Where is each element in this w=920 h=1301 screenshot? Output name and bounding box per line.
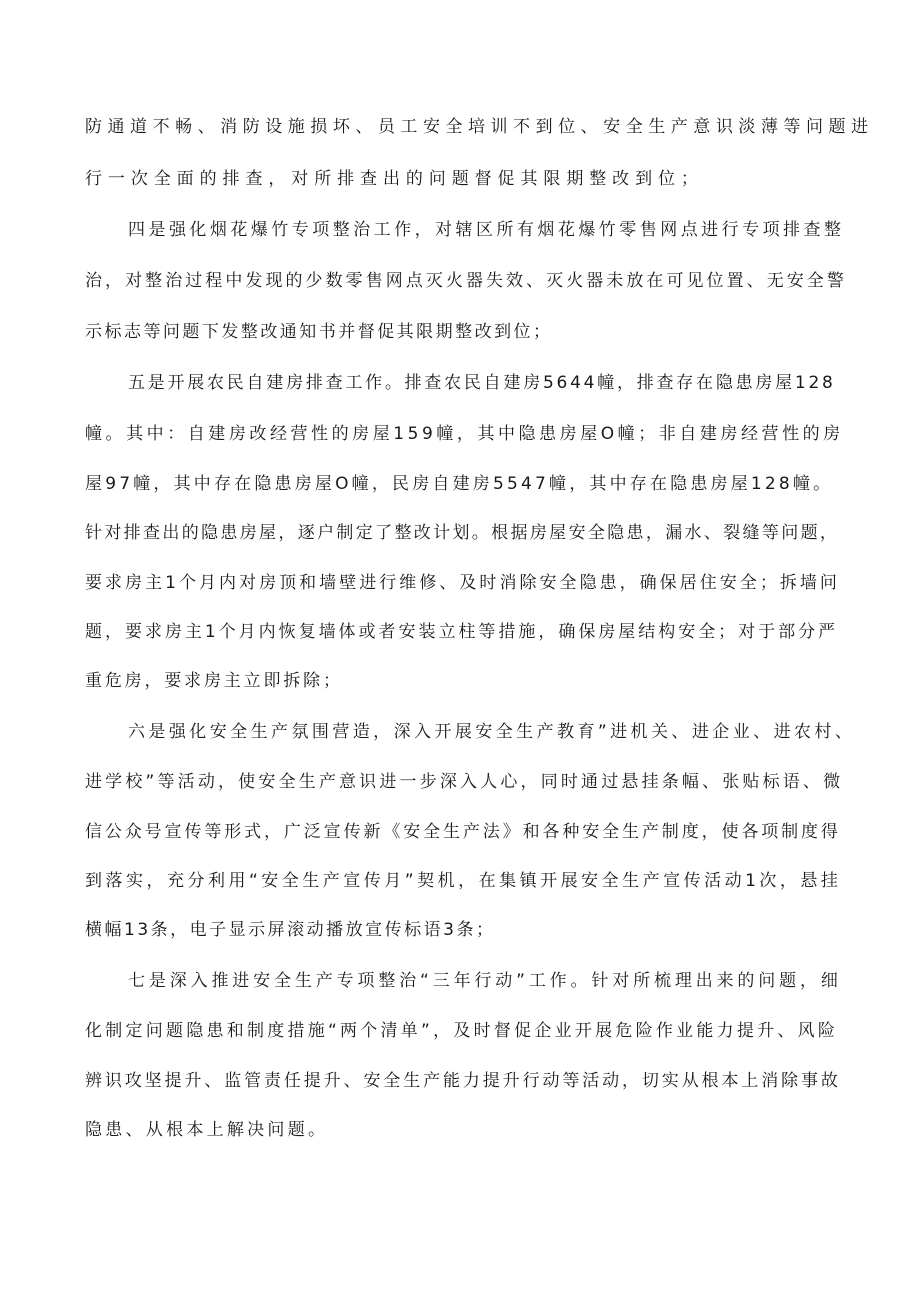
line-text: 进学校”等活动，使安全生产意识进一步深入人心，同时通过悬挂条幅、张贴标语、微 xyxy=(85,772,844,792)
line-text: 示标志等问题下发整改通知书并督促其限期整改到位； xyxy=(85,322,553,342)
text-line xyxy=(0,266,920,296)
line-text: 信公众号宣传等形式，广泛宣传新《安全生产法》和各种安全生产制度，使各项制度得 xyxy=(85,822,841,842)
text-line xyxy=(0,1066,920,1096)
text-line xyxy=(0,469,920,499)
line-text: 六是强化安全生产氛围营造，深入开展安全生产教育”进机关、进企业、进农村、 xyxy=(128,722,856,742)
line-text: 要求房主1个月内对房顶和墙壁进行维修、及时消除安全隐患，确保居住安全；拆墙问 xyxy=(85,573,840,593)
text-line xyxy=(0,215,920,245)
line-text: 化制定问题隐患和制度措施“两个清单”，及时督促企业开展危险作业能力提升、风险 xyxy=(85,1021,839,1041)
text-line xyxy=(0,915,920,945)
text-line xyxy=(0,617,920,647)
line-text: 隐患、从根本上解决问题。 xyxy=(85,1120,329,1140)
text-line xyxy=(0,966,920,996)
line-text: 到落实，充分利用“安全生产宣传月”契机，在集镇开展安全生产宣传活动1次，悬挂 xyxy=(85,871,842,891)
text-line xyxy=(0,717,920,747)
text-line xyxy=(0,866,920,896)
line-text: 防通道不畅、消防设施损坏、员工安全培训不到位、安全生产意识淡薄等问题进 xyxy=(85,117,874,137)
line-text: 治，对整治过程中发现的少数零售网点灭火器失效、灭火器未放在可见位置、无安全警 xyxy=(85,271,847,291)
line-text: 幢。其中：自建房改经营性的房屋159幢，其中隐患房屋O幢；非自建房经营性的房 xyxy=(85,424,844,444)
text-line xyxy=(0,666,920,696)
text-line xyxy=(0,1115,920,1145)
text-line xyxy=(0,112,920,142)
line-text: 屋97幢，其中存在隐患房屋O幢，民房自建房5547幢，其中存在隐患房屋128幢。 xyxy=(85,474,834,494)
line-text: 五是开展农民自建房排查工作。排查农民自建房5644幢，排查存在隐患房屋128 xyxy=(128,373,836,393)
text-line xyxy=(0,317,920,347)
text-line xyxy=(0,164,920,194)
line-text: 辨识攻坚提升、监管责任提升、安全生产能力提升行动等活动，切实从根本上消除事故 xyxy=(85,1071,841,1091)
line-text: 针对排查出的隐患房屋，逐户制定了整改计划。根据房屋安全隐患，漏水、裂缝等问题， xyxy=(85,523,840,543)
line-text: 行一次全面的排查，对所排查出的问题督促其限期整改到位； xyxy=(85,169,704,189)
line-text: 重危房，要求房主立即拆除； xyxy=(85,671,343,691)
line-text: 七是深入推进安全生产专项整治“三年行动”工作。针对所梳理出来的问题，细 xyxy=(128,971,842,991)
text-line xyxy=(0,1016,920,1046)
text-line xyxy=(0,518,920,548)
text-line xyxy=(0,817,920,847)
text-line xyxy=(0,767,920,797)
line-text: 横幅13条，电子显示屏滚动播放宣传标语3条； xyxy=(85,920,496,940)
line-text: 四是强化烟花爆竹专项整治工作，对辖区所有烟花爆竹零售网点进行专项排查整 xyxy=(128,220,845,240)
text-line xyxy=(0,419,920,449)
line-text: 题，要求房主1个月内恢复墙体或者安装立柱等措施，确保房屋结构安全；对于部分严 xyxy=(85,622,839,642)
text-line xyxy=(0,568,920,598)
text-line xyxy=(0,368,920,398)
